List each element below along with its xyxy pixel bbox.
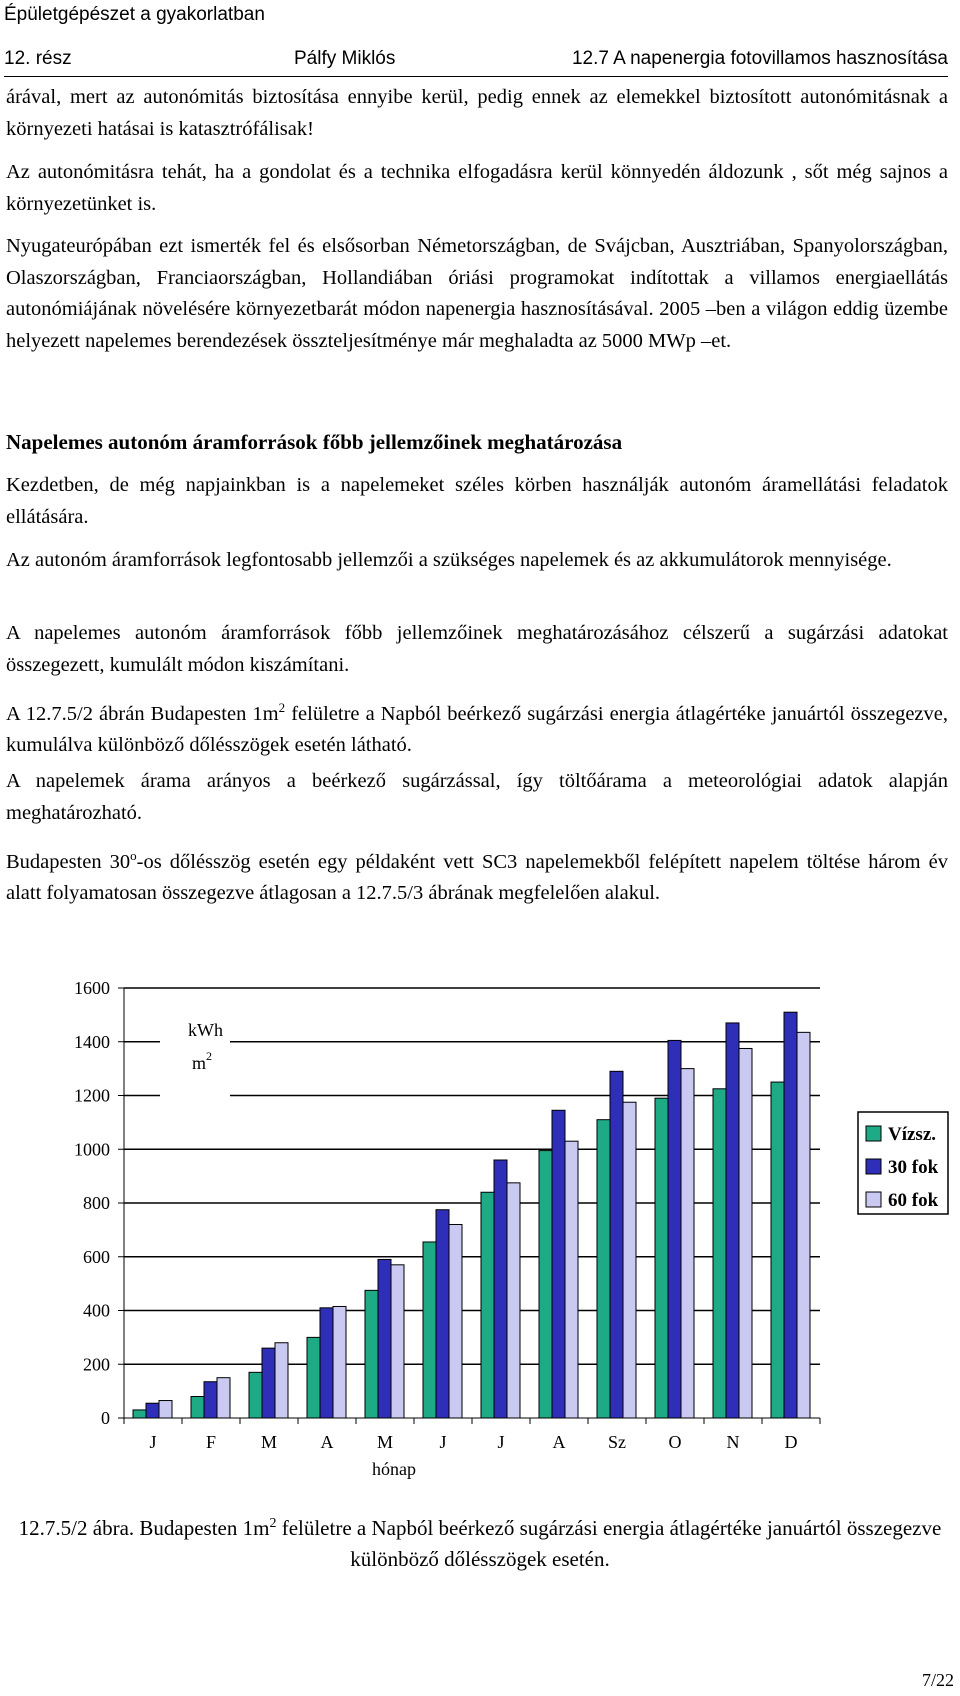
bar-vizsz xyxy=(771,1082,784,1418)
bar-30-fok xyxy=(610,1071,623,1418)
bar-vizsz xyxy=(423,1242,436,1418)
bar-60-fok xyxy=(333,1306,346,1418)
y-tick-label: 1400 xyxy=(74,1031,110,1052)
x-tick-label: Sz xyxy=(608,1432,626,1452)
paragraph-9 xyxy=(6,840,948,910)
x-tick-label: O xyxy=(668,1432,682,1452)
p9-superscript: o xyxy=(130,848,137,863)
paragraph-4: Kezdetben, de még napjainkban is a napelemeket széles körben használják autonóm áramellátási feladatok ellátására. xyxy=(6,474,948,528)
p7-text-a: A 12.7.5/2 ábrán Budapesten 1m xyxy=(6,702,279,725)
x-axis-title: hónap xyxy=(372,1459,416,1479)
running-header xyxy=(4,48,948,72)
bar-vizsz xyxy=(713,1089,726,1418)
p9-text-b: -os dőlésszög esetén egy példaként vett SC3 napelemekből felépített napelem töltése három év alatt folyamatosan összegezve átlagosan a 12.7.5/3 ábrának megfelelően alakul. xyxy=(6,850,948,905)
caption-superscript: 2 xyxy=(269,1516,277,1531)
p9-text-a: Budapesten 30 xyxy=(6,850,131,873)
bar-30-fok xyxy=(726,1023,739,1418)
bar-vizsz xyxy=(133,1410,146,1418)
x-tick-label: N xyxy=(726,1432,740,1452)
bar-60-fok xyxy=(565,1141,578,1418)
x-tick-label: A xyxy=(552,1432,566,1452)
bar-vizsz xyxy=(597,1120,610,1418)
caption-text-a: 12.7.5/2 ábra. Budapesten 1m xyxy=(18,1516,270,1540)
figure-caption xyxy=(0,1508,960,1575)
unit-numerator: kWh xyxy=(188,1020,223,1040)
x-tick-label: J xyxy=(439,1432,447,1452)
bar-vizsz xyxy=(307,1337,320,1418)
y-tick-label: 800 xyxy=(83,1193,110,1213)
document-title: Épületgépészet a gyakorlatban xyxy=(4,4,265,25)
bar-60-fok xyxy=(275,1343,288,1418)
paragraph-5: Az autonóm áramforrások legfontosabb jellemzői a szükséges napelemek és az akkumulátorok mennyisége. xyxy=(6,549,892,571)
caption-text-b: felületre a Napból beérkező sugárzási energia átlagértéke januártól összegezve különböző dőlésszögek esetén. xyxy=(276,1516,942,1571)
bar-30-fok xyxy=(320,1308,333,1418)
legend-label: 60 fok xyxy=(888,1190,939,1211)
bar-30-fok xyxy=(146,1403,159,1418)
legend-label: 30 fok xyxy=(888,1157,939,1178)
unit-den-letter: m xyxy=(192,1053,207,1073)
paragraph-8: A napelemek árama arányos a beérkező sugárzással, így töltőárama a meteorológiai adatok alapján meghatározható. xyxy=(6,770,948,824)
x-tick-label: M xyxy=(260,1432,278,1452)
bar-60-fok xyxy=(507,1183,520,1418)
p7-superscript: 2 xyxy=(278,700,286,715)
paragraph-7 xyxy=(6,692,948,762)
legend-swatch xyxy=(866,1192,881,1207)
bar-30-fok xyxy=(436,1210,449,1418)
bar-60-fok xyxy=(739,1048,752,1418)
paragraph-1: árával, mert az autonómitás biztosítása ennyibe kerül, pedig ennek az elemekkel biztosított autonómitásnak a környezeti hatásai is katasztrófálisak! xyxy=(6,86,948,140)
bar-30-fok xyxy=(204,1382,217,1418)
header-section: 12.7 A napenergia fotovillamos hasznosítása xyxy=(571,48,948,69)
y-tick-label: 1000 xyxy=(74,1139,110,1160)
legend-swatch xyxy=(866,1126,881,1141)
bar-vizsz xyxy=(655,1098,668,1418)
bar-60-fok xyxy=(391,1265,404,1418)
page-number: 7/22 xyxy=(921,1670,954,1690)
bar-60-fok xyxy=(159,1401,172,1418)
x-tick-label: D xyxy=(784,1432,798,1452)
bar-30-fok xyxy=(668,1040,681,1418)
bar-60-fok xyxy=(623,1102,636,1418)
y-tick-label: 1200 xyxy=(74,1085,110,1106)
y-tick-label: 400 xyxy=(83,1300,110,1321)
legend-swatch xyxy=(866,1159,881,1174)
bar-vizsz xyxy=(191,1397,204,1419)
unit-den-superscript: 2 xyxy=(206,1049,213,1063)
x-tick-labels xyxy=(149,1432,797,1452)
cumulative-radiation-chart xyxy=(0,950,960,1490)
bar-vizsz xyxy=(365,1290,378,1418)
chart-legend xyxy=(858,1112,948,1214)
paragraph-3: Nyugateurópában ezt ismerték fel és elsősorban Németországban, de Svájcban, Ausztriában, Spanyolországban, Olaszországban, Franciaországban, Hollandiában óriási programokat indítottak a villamos energiaellátás autonómiájának növelésére környezetbarát módon napenergia hasznosításával. 2005 –ben a világon eddig üzembe helyezett napelemes berendezések összteljesítménye már meghaladta az 5000 MWp –et. xyxy=(6,235,948,352)
section-heading: Napelemes autonóm áramforrások főbb jellemzőinek meghatározása xyxy=(6,430,623,454)
header-part: 12. rész xyxy=(4,48,72,69)
y-tick-labels xyxy=(74,978,110,1428)
y-tick-label: 200 xyxy=(83,1354,110,1375)
x-tick-label: A xyxy=(320,1432,334,1452)
paragraph-6: A napelemes autonóm áramforrások főbb jellemzőinek meghatározásához célszerű a sugárzási adatokat összegezett, kumulált módon kiszámítani. xyxy=(6,622,948,676)
bar-vizsz xyxy=(481,1192,494,1418)
bar-30-fok xyxy=(262,1348,275,1418)
bar-vizsz xyxy=(539,1151,552,1418)
p7-text-b: felületre a Napból beérkező sugárzási energia átlagértéke januártól összegezve, kumulálva különböző dőlésszögek esetén látható. xyxy=(6,702,949,757)
bar-vizsz xyxy=(249,1372,262,1418)
y-tick-label: 1600 xyxy=(74,978,110,998)
chart-bars xyxy=(133,1012,810,1418)
bar-60-fok xyxy=(217,1378,230,1418)
header-rule xyxy=(4,76,948,77)
y-tick-label: 600 xyxy=(83,1246,110,1267)
bar-30-fok xyxy=(378,1259,391,1418)
legend-label: Vízsz. xyxy=(888,1124,937,1145)
x-tick-label: J xyxy=(149,1432,157,1452)
bar-60-fok xyxy=(797,1032,810,1418)
unit-label xyxy=(160,1015,230,1103)
y-tick-label: 0 xyxy=(101,1408,110,1428)
paragraph-2: Az autonómitásra tehát, ha a gondolat és a technika elfogadásra kerül könnyedén áldozunk , sőt még sajnos a környezetünket is. xyxy=(6,161,948,215)
x-tick-label: M xyxy=(376,1432,394,1452)
bar-60-fok xyxy=(449,1225,462,1419)
bar-30-fok xyxy=(494,1160,507,1418)
bar-60-fok xyxy=(681,1069,694,1418)
x-tick-label: F xyxy=(205,1432,217,1452)
bar-30-fok xyxy=(552,1110,565,1418)
header-author: Pálfy Miklós xyxy=(294,48,396,69)
x-tick-label: J xyxy=(497,1432,505,1452)
bar-30-fok xyxy=(784,1012,797,1418)
